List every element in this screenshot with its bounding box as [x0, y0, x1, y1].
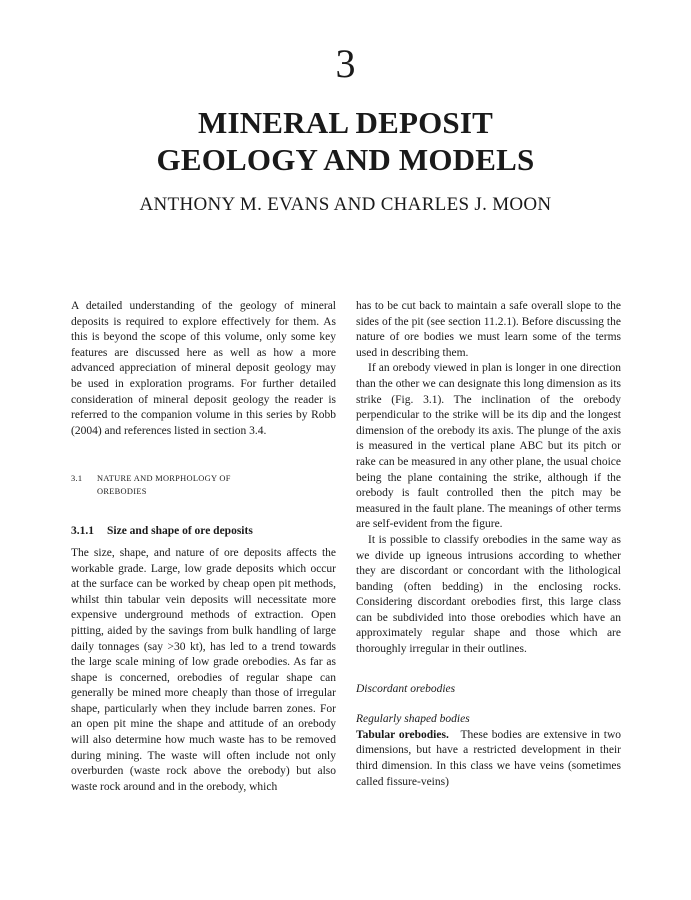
section-heading: [71, 472, 336, 498]
runin-heading: Tabular orebodies.: [356, 728, 449, 741]
chapter-number: 3: [335, 41, 356, 86]
subsection-title: Size and shape of ore deposits: [107, 525, 253, 538]
runin-text: These bodies are extensive in two dimensions, but have a restricted development in their third dimension. In this class we have veins (sometimes called fissure-veins): [356, 728, 621, 788]
subsection-number: 3.1.1: [71, 525, 94, 538]
left-column: [71, 299, 336, 795]
chapter-title-line2: GEOLOGY AND MODELS: [156, 142, 535, 177]
body-paragraph-size-shape: The size, shape, and nature of ore deposits affects the workable grade. Large, low grade deposits which occur at the surface can be worked by cheap open pit methods, whilst thin tabular vein deposits will necessitate more expensive underground methods of extraction. Open pitting, aided by the savings from bulk handling of large daily tonnages (say >30 kt), has led to a trend towards the large scale mining of low grade orebodies. As far as shape is concerned, orebodies of regular shape can generally be mined more cheaply than those of irregular shape, particularly when they include barren zones. For an open pit mine the shape and attitude of an orebody will also determine how much waste has to be removed during mining. The waste will often include not only overburden (waste rock above the orebody) but also waste rock around and in the orebody, which: [71, 546, 336, 793]
intro-paragraph: A detailed understanding of the geology of mineral deposits is required to explore effectively for them. As this is beyond the scope of this volume, only some key features are discussed here as well as how a more advanced appreciation of mineral deposit geology may be used in exploration programs. For further detailed consideration of mineral deposit geology the reader is referred to the companion volume in this series by Robb (2004) and references listed in section 3.4.: [71, 300, 336, 437]
chapter-authors: ANTHONY M. EVANS AND CHARLES J. MOON: [139, 194, 552, 215]
right-column: [356, 299, 621, 790]
heading-discordant-orebodies: Discordant orebodies: [356, 682, 456, 695]
body-paragraph-classification: It is possible to classify orebodies in the same way as we divide up igneous intrusions according to whether they are discordant or concordant with the lithological banding (often bedding) in the enclosing rocks. Considering discordant orebodies first, this large class can be subdivided into those orebodies which have an approximately regular shape and those which are thoroughly irregular in their outlines.: [356, 533, 621, 656]
heading-regularly-shaped-bodies: Regularly shaped bodies: [356, 713, 470, 726]
chapter-title: [0, 104, 691, 178]
section-title-line2: OREBODIES: [97, 487, 147, 497]
section-number: 3.1: [71, 474, 83, 484]
section-title-line1: NATURE AND MORPHOLOGY OF: [97, 474, 231, 484]
body-paragraph-strike-dip: If an orebody viewed in plan is longer in one direction than the other we can designate this long dimension as its strike (Fig. 3.1). The inclination of the orebody perpendicular to the strike will be its dip and the longest dimension of the orebody its axis. The plunge of the axis is measured in the vertical plane ABC but its pitch or rake can be measured in any other plane, the usual choice being the plane containing the strike, although if the orebody is fault controlled then the pitch may be measured in the fault plane. The meanings of other terms are self-evident from the figure.: [356, 362, 621, 531]
chapter-title-line1: MINERAL DEPOSIT: [198, 105, 493, 140]
subsection-heading: [71, 524, 336, 540]
body-paragraph-continued: has to be cut back to maintain a safe overall slope to the sides of the pit (see section 11.2.1). Before discussing the nature of ore bodies we must learn some of the terms used in describing them.: [356, 300, 621, 359]
body-paragraph-tabular: [356, 728, 621, 790]
